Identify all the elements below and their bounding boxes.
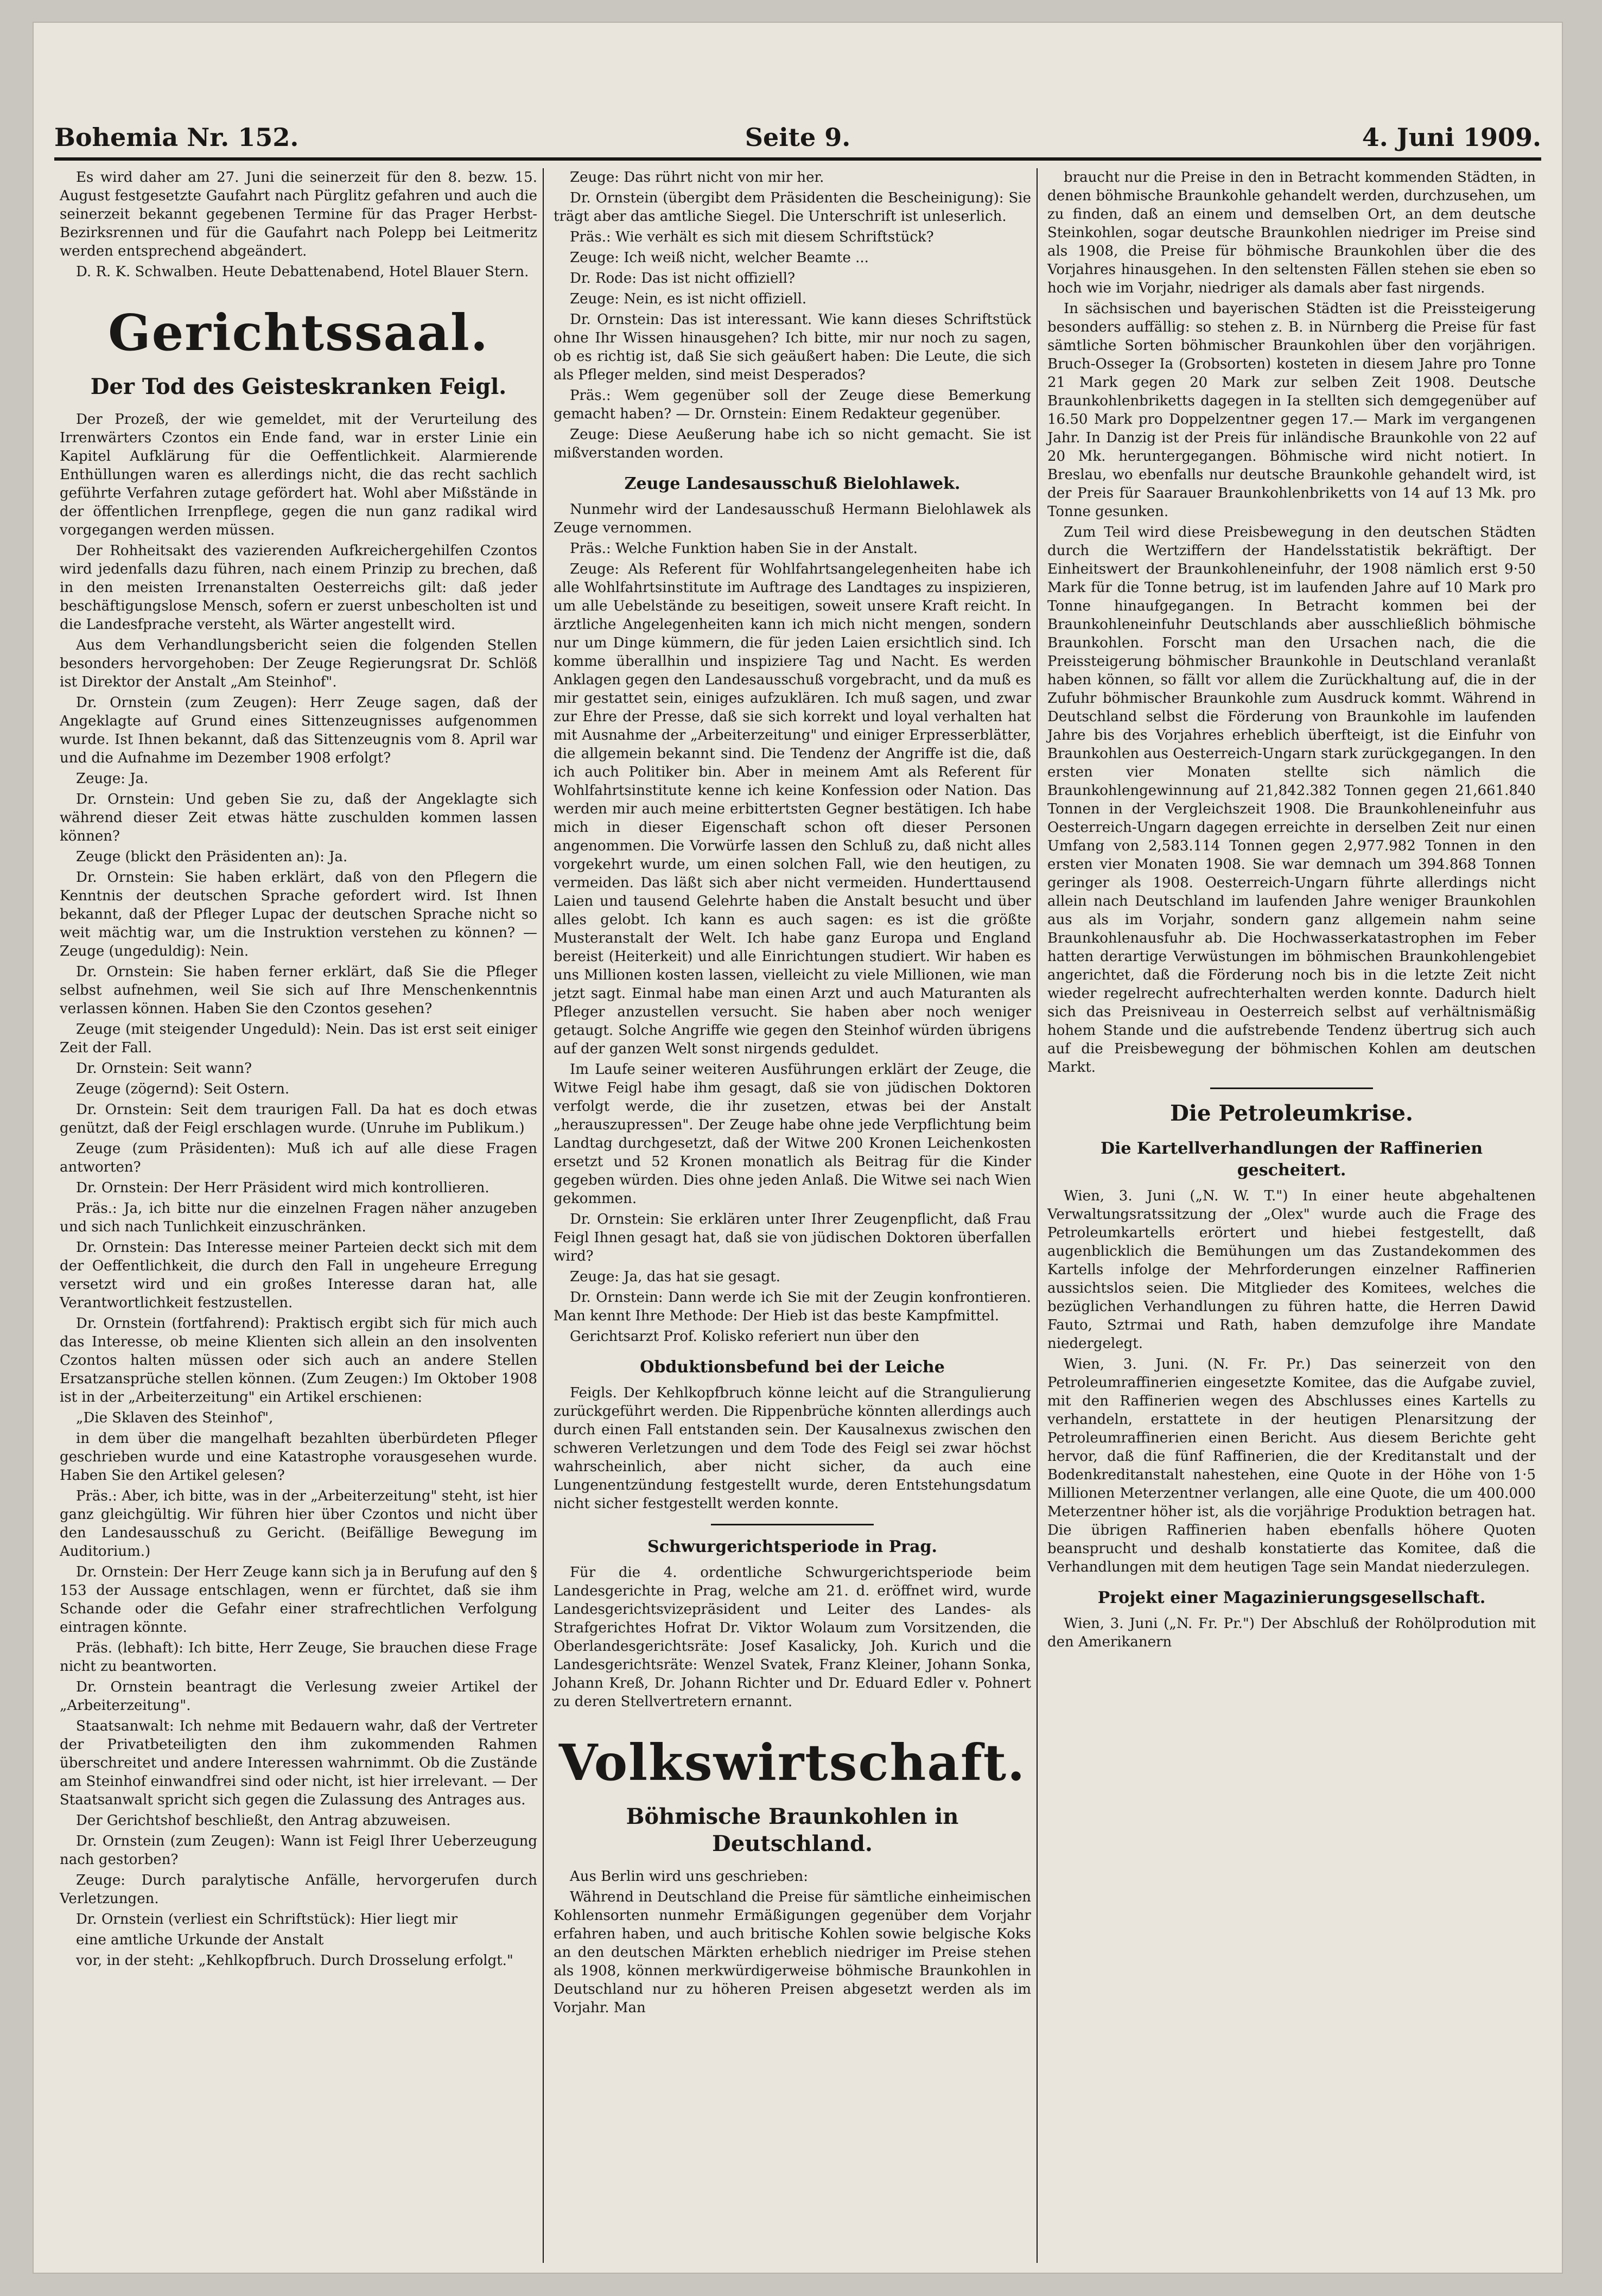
- paragraph: Dr. Ornstein: Sie haben ferner erklärt, daß Sie die Pfleger selbst aufnehmen, weil Sie sich auf Ihre Menschenkenntnis verlassen können. Haben Sie den Czontos gesehen?: [60, 964, 537, 1017]
- paragraph: Der Prozeß, der wie gemeldet, mit der Verurteilung des Irrenwärters Czontos ein Ende fand, war in erster Linie ein Kapitel Aufklärung für die Oeffentlichkeit. Alarmierende Enthüllungen waren es allerdings nicht, die das recht sachlich geführte Verfahren zutage gefördert hat. Wohl aber Mißstände in der öffentlichen Irrenpflege, gegen die nun ganz radikal wird vorgegangen werden müssen.: [60, 411, 537, 538]
- paragraph: Der Gerichtshof beschließt, den Antrag abzuweisen.: [76, 1812, 451, 1829]
- paragraph: Wien, 3. Juni („N. W. T.") In einer heute abgehaltenen Verwaltungsratssitzung der „Olex" wurde auch die Frage des Petroleumkartells erörtert und hiebei festgestellt, daß augenblicklich die Bemühungen um das Zustandekommen des Kartells infolge der Mehrforderungen einzelner Raffinerien aussichtslos seien. Die Mitglieder des Komitees, welches die bezüglichen Verhandlungen zu führen hatte, die Herren Dawid Fauto, Sztrmai und Rath, haben demzufolge ihre Mandate niedergelegt.: [1047, 1188, 1536, 1352]
- article-subtitle: Die Kartellverhandlungen der Raffinerien gescheitert.: [1100, 1139, 1483, 1180]
- paragraph: Zeuge (blickt den Präsidenten an): Ja.: [76, 849, 348, 865]
- paragraph: Zeuge (mit steigender Ungeduld): Nein. Das ist erst seit einiger Zeit der Fall.: [60, 1021, 537, 1056]
- paragraph: Dr. Ornstein (zum Zeugen): Herr Zeuge sagen, daß der Angeklagte auf Grund eines Sittenzeugnisses aufgenommen wurde. Ist Ihnen bekannt, daß das Sittenzeugnis vom 8. April war und die Aufnahme im Dezember 1908 erfolgt?: [60, 695, 537, 766]
- paragraph: Für die 4. ordentliche Schwurgerichtsperiode beim Landesgerichte in Prag, welche am 21. d. eröffnet wird, wurde Landesgerichtsvizepräsident und Leiter des Landes- als Strafgerichtes Hofrat Dr. Viktor Wolaum zum Vorsitzenden, die Oberlandesgerichtsräte: Josef Kasalicky, Joh. Kurich und die Landesgerichtsräte: Wenzel Svatek, Franz Kleiner, Johann Sonka, Johann Kreß, Dr. Johann Richter und Dr. Eduard Edler v. Pohnert zu deren Stellvertretern ernannt.: [554, 1564, 1031, 1710]
- paragraph: Dr. Ornstein: Das Interesse meiner Parteien deckt sich mit dem der Oeffentlichkeit, die durch den Fall in ungeheure Erregung versetzt wird und ein großes Interesse daran hat, alle Verantwortlichkeit festzustellen.: [60, 1239, 537, 1311]
- paragraph: Zeuge: Als Referent für Wohlfahrtsangelegenheiten habe ich alle Wohlfahrtsinstitute im Auftrage des Landtages zu inspizieren, um alle Uebelstände zu beseitigen, soweit unsere Kraft reicht. In ärztliche Angelegenheiten kann ich mich nicht mengen, sondern nur um Dinge kümmern, die für jeden Laien ersichtlich sind. Ich komme überallhin und inspiziere Tag und Nacht. Es werden Anklagen gegen den Landesausschuß vorgebracht, und da muß es mir gestattet sein, einiges aufzuklären. Ich muß sagen, und zwar zur Ehre der Presse, daß sie sich korrekt und loyal verhalten hat mit Ausnahme der „Arbeiterzeitung" und einiger Erpresserblätter, die allgemein bekannt sind. Die Tendenz der Angriffe ist die, daß ich auch Politiker bin. Aber in meinem Amt als Referent für Wohlfahrtsinstitute kenne ich keine Konfession oder Nation. Das werden mir auch meine erbittertsten Gegner bestätigen. Ich habe mich in dieser Eigenschaft schon oft dieser Personen angenommen. Die Vorwürfe lassen den Schluß zu, daß nicht alles vorgekehrt wurde, um einen solchen Fall, wie den heutigen, zu vermeiden. Das läßt sich aber nicht vermeiden. Hunderttausend Laien und tausend Gelehrte haben die Anstalt besucht und über alles gelobt. Ich kann es auch sagen: es ist die größte Musteranstalt der Welt. Ich habe ganz Europa und England bereist (Heiterkeit) und alle Einrichtungen studiert. Wir haben es uns Millionen kosten lassen, vielleicht zu viele Millionen, wie man jetzt sagt. Einmal habe man einen Arzt und auch Maturanten als Pfleger anzustellen versucht. Sie haben aber noch weniger getaugt. Solche Angriffe wie gegen den Steinhof würden übrigens auf der ganzen Welt sonst nirgends geduldet.: [554, 561, 1031, 1057]
- paragraph: Während in Deutschland die Preise für sämtliche einheimischen Kohlensorten nunmehr Ermäßigungen gegenüber dem Vorjahr erfahren haben, und auch britische Kohlen sowie belgische Koks an den deutschen Märkten erheblich niedriger im Preise stehen als 1908, können merkwürdigerweise böhmische Braunkohlen in Deutschland nur zu höheren Preisen abgesetzt werden als im Vorjahr. Man: [554, 1889, 1031, 2016]
- paragraph: Präs.: Wie verhält es sich mit diesem Schriftstück?: [570, 229, 934, 245]
- header-date: 4. Juni 1909.: [1362, 123, 1541, 152]
- paragraph: Zeuge (zum Präsidenten): Muß ich auf alle diese Fragen antworten?: [60, 1141, 537, 1175]
- article-body: [1047, 1187, 1536, 1576]
- paragraph: Gerichtsarzt Prof. Kolisko referiert nun über den: [570, 1328, 920, 1345]
- header-page-number: Seite 9.: [745, 123, 851, 152]
- paragraph: Dr. Rode: Das ist nicht offiziell?: [570, 270, 796, 287]
- page-header: [54, 114, 1541, 161]
- paragraph: Dr. Ornstein beantragt die Verlesung zweier Artikel der „Arbeiterzeitung".: [60, 1679, 537, 1714]
- paragraph: Dr. Ornstein: Das ist interessant. Wie kann dieses Schriftstück ohne Ihr Wissen hinausgehen? Ich bitte, mir nur noch zu sagen, ob es richtig ist, daß Sie sich geäußert haben: Die Leute, die sich als Pfleger melden, sind meist Desperados?: [554, 311, 1031, 383]
- article-title: Böhmische Braunkohlen in Deutschland.: [626, 1804, 959, 1856]
- paragraph: Aus Berlin wird uns geschrieben:: [570, 1868, 809, 1885]
- newspaper-page: [33, 22, 1563, 2274]
- paragraph: Dr. Ornstein: Der Herr Präsident wird mich kontrollieren.: [76, 1180, 490, 1196]
- column-1: [60, 168, 537, 1972]
- paragraph: Feigls. Der Kehlkopfbruch könne leicht auf die Strangulierung zurückgeführt werden. Die Rippenbrüche könnten allerdings auch durch einen Fall entstanden sein. Der Kausalnexus zwischen den schweren Verletzungen und dem Tode des Feigl sei zwar höchst wahrscheinlich, aber nicht sicher, da auch eine Lungenentzündung festgestellt wurde, deren Entstehungsdatum nicht sicher festgestellt werden konnte.: [554, 1385, 1031, 1512]
- section-title: Gerichtssaal.: [108, 303, 489, 362]
- paragraph: Im Laufe seiner weiteren Ausführungen erklärt der Zeuge, die Witwe Feigl habe ihm gesagt, daß sie von jüdischen Doktoren verfolgt werde, die ihr zusetzen, etwas bei der Anstalt „herauszupressen". Der Zeuge habe ohne jede Verpflichtung beim Landtag durchgesetzt, daß der Witwe 200 Kronen Leichenkosten ersetzt und 52 Kronen monatlich als Beitrag für die Kinder gegeben würden. Dies ohne jeden Anlaß. Die Witwe sei nach Wien gekommen.: [554, 1061, 1031, 1207]
- paragraph: Dr. Ornstein: Dann werde ich Sie mit der Zeugin konfrontieren. Man kennt Ihre Methode: Der Hieb ist das beste Kampfmittel.: [554, 1289, 1031, 1324]
- article-body: [554, 1867, 1031, 2017]
- paragraph: Der Rohheitsakt des vazierenden Aufkreichergehilfen Czontos wird jedenfalls dazu führen, nach einem Prinzip zu brechen, daß in den meisten Irrenanstalten Oesterreichs gilt: daß jeder beschäftigungslose Mensch, sofern er zuerst unbescholten ist und die Landesfprache versteht, als Wärter angestellt wird.: [60, 543, 537, 633]
- paragraph: Staatsanwalt: Ich nehme mit Bedauern wahr, daß der Vertreter der Privatbeteiligten den ihm zukommenden Rahmen überschreitet und andere Interessen wahrnimmt. Ob die Zustände am Steinhof einwandfrei sind oder nicht, ist hier irrelevant. — Der Staatsanwalt spricht sich gegen die Zulassung des Antrages aus.: [60, 1718, 537, 1808]
- paragraph: eine amtliche Urkunde der Anstalt: [76, 1932, 324, 1948]
- paragraph: Dr. Ornstein (zum Zeugen): Wann ist Feigl Ihrer Ueberzeugung nach gestorben?: [60, 1833, 537, 1868]
- article-body: [554, 500, 1031, 1346]
- paragraph: Dr. Ornstein: Seit dem traurigen Fall. Da hat es doch etwas genützt, daß der Feigl erschlagen wurde. (Unruhe im Publikum.): [60, 1102, 537, 1136]
- column-divider: [1037, 168, 1038, 2263]
- article-body: [554, 1384, 1031, 1513]
- paragraph: Präs.: Wem gegenüber soll der Zeuge diese Bemerkung gemacht haben? — Dr. Ornstein: Einem Redakteur gegenüber.: [554, 387, 1031, 422]
- paragraph: Dr. Ornstein: Sie haben erklärt, daß von den Pflegern die Kenntnis der deutschen Sprache gefordert wird. Ist Ihnen bekannt, daß der Pfleger Lupac der deutschen Sprache nicht so weit mächtig war, um die Instruktion verstehen zu können? — Zeuge (ungeduldig): Nein.: [60, 869, 537, 959]
- club-notice: D. R. K. Schwalben. Heute Debattenabend, Hotel Blauer Stern.: [76, 264, 529, 280]
- paragraph: Zeuge: Ja, das hat sie gesagt.: [570, 1269, 780, 1285]
- paragraph: Präs.: Welche Funktion haben Sie in der Anstalt.: [570, 540, 918, 557]
- subheading: Zeuge Landesausschuß Bielohlawek.: [624, 474, 961, 493]
- section-title: Volkswirtschaft.: [558, 1733, 1026, 1792]
- article-title: Die Petroleumkrise.: [1170, 1101, 1413, 1126]
- article-body: [554, 1563, 1031, 1711]
- article-body: [60, 410, 537, 1970]
- paragraph: Nunmehr wird der Landesausschuß Hermann Bielohlawek als Zeuge vernommen.: [554, 501, 1031, 536]
- paragraph: Dr. Ornstein (verliest ein Schriftstück): Hier liegt mir: [76, 1911, 458, 1928]
- paragraph: Dr. Ornstein: Seit wann?: [76, 1060, 252, 1077]
- paragraph: Zeuge: Ja.: [76, 771, 149, 787]
- paragraph: Wien, 3. Juni („N. Fr. Pr.") Der Abschluß der Rohölprodution mit den Amerikanern: [1047, 1616, 1536, 1650]
- article-body: [1047, 168, 1536, 1077]
- paragraph: Dr. Ornstein (fortfahrend): Praktisch ergibt sich für mich auch das Interesse, ob meine Klienten sich allein an den insolventen Czontos halten müssen oder sich auch an andere Stellen Ersatzansprüche stellen können. (Zum Zeugen:) Im Oktober 1908 ist in der „Arbeiterzeitung" ein Artikel erschienen:: [60, 1315, 537, 1405]
- paragraph: „Die Sklaven des Steinhof",: [76, 1410, 274, 1426]
- paragraph: braucht nur die Preise in den in Betracht kommenden Städten, in denen böhmische Braunkohle gehandelt werden, durchzusehen, um zu finden, daß an einem und demselben Ort, an dem deutsche Steinkohlen, sogar deutsche Braunkohlen niedriger im Preise sind als 1908, die Preise für böhmische Braunkohlen über die des Vorjahres hinausgehen. In den seltensten Fällen stehen sie eben so hoch wie im Vorjahr, niedriger als damals aber fast nirgends.: [1047, 169, 1536, 296]
- paragraph: Präs. (lebhaft): Ich bitte, Herr Zeuge, Sie brauchen diese Frage nicht zu beantworten.: [60, 1640, 537, 1675]
- divider: [711, 1524, 874, 1525]
- subheading: Schwurgerichtsperiode in Prag.: [647, 1537, 937, 1556]
- paragraph: Zeuge: Das rührt nicht von mir her.: [570, 169, 824, 186]
- paragraph: in dem über die mangelhaft bezahlten überbürdeten Pfleger geschrieben wurde und eine Katastrophe vorausgesehen wurde. Haben Sie den Artikel gelesen?: [60, 1430, 537, 1484]
- paragraph: Zeuge: Nein, es ist nicht offiziell.: [570, 291, 807, 307]
- paragraph: Zum Teil wird diese Preisbewegung in den deutschen Städten durch die Wertziffern der Handelsstatistik bekräftigt. Der Einheitswert der Braunkohleneinfuhr, der 1908 nämlich erst 9·50 Mark für die Tonne betrug, ist im laufenden Jahre auf 10 Mark pro Tonne hinaufgegangen. In Betracht kommen bei der Braunkohleneinfuhr Deutschlands aber ausschließlich böhmische Braunkohlen. Forscht man den Ursachen nach, die die Preissteigerung böhmischer Braunkohle in Deutschland veranlaßt haben können, so fällt vor allem die Zurückhaltung auf, die in der Zufuhr böhmischer Braunkohle zum Ausdruck kommt. Während in Deutschland selbst die Förderung von Braunkohle im laufenden Jahre bis des Vorjahres erheblich überfteigt, ist die Einfuhr von Braunkohlen aus Oesterreich-Ungarn stark zurückgegangen. In den ersten vier Monaten stellte sich nämlich die Braunkohlengewinnung auf 21,842.382 Tonnen gegen 21,661.840 Tonnen in der Vergleichszeit 1908. Die Braunkohleneinfuhr aus Oesterreich-Ungarn dagegen erreichte in derselben Zeit nur einen Umfang von 2,583.114 Tonnen gegen 2,977.982 Tonnen in den ersten vier Monaten 1908. Sie war demnach um 394.868 Tonnen geringer als 1908. Oesterreich-Ungarn führte allerdings nicht allein nach Deutschland im laufenden Jahre weniger Braunkohlen aus als im Vorjahr, sondern ganz allgemein nahm seine Braunkohlenausfuhr ab. Die Hochwasserkatastrophen im Feber hatten derartige Verwüstungen im böhmischen Braunkohlengebiet angerichtet, daß die Förderung noch bis in die letzte Zeit nicht wieder regelrecht aufrechterhalten werden konnte. Dadurch hielt sich das Preisniveau in Oesterreich selbst auf verhältnismäßig hohem Stande und die aufstrebende Tendenz übertrug sich auch auf die Preisbewegung der böhmischen Kohlen am deutschen Markt.: [1047, 524, 1536, 1076]
- article-body: [1047, 1614, 1536, 1651]
- column-2: [554, 168, 1031, 2019]
- paragraph: Präs.: Ja, ich bitte nur die einzelnen Fragen näher anzugeben und sich nach Tunlichkeit einzuschränken.: [60, 1200, 537, 1235]
- article-title: Der Tod des Geisteskranken Feigl.: [90, 374, 507, 399]
- article-body: [554, 168, 1031, 462]
- paragraph: Präs.: Aber, ich bitte, was in der „Arbeiterzeitung" steht, ist hier ganz gleichgültig. Wir führen hier über Czontos und nicht über den Landesausschuß zu Gericht. (Beifällige Bewegung im Auditorium.): [60, 1488, 537, 1560]
- paragraph: Zeuge: Ich weiß nicht, welcher Beamte ...: [570, 250, 869, 266]
- paragraph: Dr. Ornstein (übergibt dem Präsidenten die Bescheinigung): Sie trägt aber das amtliche Siegel. Die Unterschrift ist unleserlich.: [554, 190, 1031, 225]
- intro-paragraph: Es wird daher am 27. Juni die seinerzeit für den 8. bezw. 15. August festgesetzte Gaufahrt nach Pürglitz gefahren und auch die seinerzeit bekannt gegebenen Termine für das Prager Herbst-Bezirksrennen und für die Gaufahrt nach Polepp bei Leitmeritz werden entsprechend abgeändert.: [60, 169, 537, 259]
- paragraph: Wien, 3. Juni. (N. Fr. Pr.) Das seinerzeit von den Petroleumraffinerien eingesetzte Komitee, das die Aufgabe zuviel, mit den Raffinerien wegen des Abschlusses eines Kartells zu verhandeln, erstattete in der heutigen Plenarsitzung der Petroleumraffinerien einen Bericht. Aus diesem Berichte geht hervor, daß die fünf Raffinerien, die der Kreditanstalt und der Bodenkreditanstalt nahestehen, eine Quote in der Höhe von 1·5 Millionen Meterzentner verlangen, alle eine Quote, die um 400.000 Meterzentner höher ist, als die vorjährige Produktion betragen hat. Die übrigen Raffinerien haben ebenfalls höhere Quoten beansprucht und deshalb konstatierte das Komitee, daß die Verhandlungen mit dem heutigen Tage sein Mandat niederzulegen.: [1047, 1356, 1536, 1575]
- divider: [1210, 1087, 1373, 1089]
- paragraph: Dr. Ornstein: Sie erklären unter Ihrer Zeugenpflicht, daß Frau Feigl Ihnen gesagt hat, daß sie von jüdischen Doktoren überfallen wird?: [554, 1211, 1031, 1264]
- paragraph: Zeuge (zögernd): Seit Ostern.: [76, 1081, 290, 1097]
- paragraph: Dr. Ornstein: Und geben Sie zu, daß der Angeklagte sich während dieser Zeit etwas hätte zuschulden kommen lassen können?: [60, 791, 537, 844]
- paragraph: Aus dem Verhandlungsbericht seien die folgenden Stellen besonders hervorgehoben: Der Zeuge Regierungsrat Dr. Schlöß ist Direktor der Anstalt „Am Steinhof".: [60, 637, 537, 690]
- subheading: Projekt einer Magazinierungsgesellschaft.: [1097, 1588, 1486, 1607]
- paragraph: In sächsischen und bayerischen Städten ist die Preissteigerung besonders auffällig: so stehen z. B. in Nürnberg die Preise für fast sämtliche Sorten böhmischer Braunkohlen über den vorjährigen. Bruch-Osseger Ia (Grobsorten) kosteten in diesem Jahre pro Tonne 21 Mark gegen 20 Mark zur selben Zeit 1908. Deutsche Braunkohlenbriketts dagegen in Ia stellten sich demgegenüber auf 16.50 Mark pro Doppelzentner gegen 17.— Mark im vergangenen Jahr. In Danzig ist der Preis für inländische Braunkohle von 22 auf 20 Mk. heruntergegangen. Böhmische wird nicht notiert. In Breslau, wo ebenfalls nur deutsche Braunkohle gehandelt wird, ist der Preis für Saarauer Braunkohlenbriketts von 14 auf 13 Mk. pro Tonne gesunken.: [1047, 301, 1536, 520]
- paragraph: vor, in der steht: „Kehlkopfbruch. Durch Drosselung erfolgt.": [76, 1952, 513, 1969]
- column-divider: [543, 168, 544, 2263]
- paragraph: Zeuge: Durch paralytische Anfälle, hervorgerufen durch Verletzungen.: [60, 1872, 537, 1907]
- header-masthead: Bohemia Nr. 152.: [54, 123, 299, 152]
- paragraph: Zeuge: Diese Aeußerung habe ich so nicht gemacht. Sie ist mißverstanden worden.: [554, 427, 1031, 461]
- column-3: [1047, 168, 1536, 1653]
- paragraph: Dr. Ornstein: Der Herr Zeuge kann sich ja in Berufung auf den § 153 der Aussage entschlagen, wenn er fürchtet, daß sie ihm Schande oder die Gefahr einer strafrechtlichen Verfolgung eintragen könnte.: [60, 1564, 537, 1636]
- subheading: Obduktionsbefund bei der Leiche: [640, 1358, 945, 1377]
